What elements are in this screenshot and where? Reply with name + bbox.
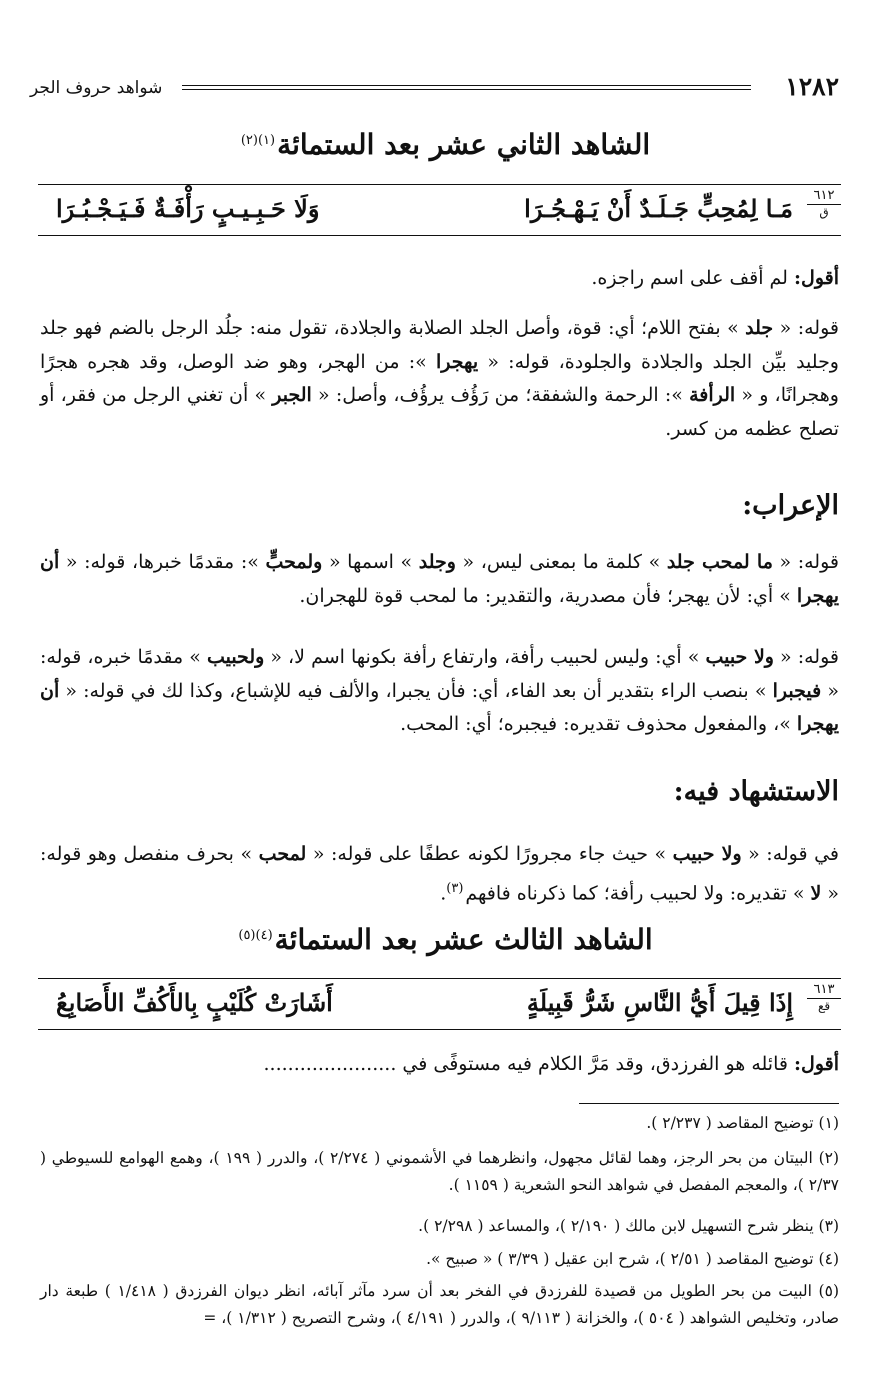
- bold-term: أن يهجرا: [40, 679, 839, 735]
- subheading-istishhad: الاستشهاد فيه:: [673, 776, 839, 807]
- text-run: » أن تغني الرجل من فقر، أو تصلح عظمه من كسر.: [40, 384, 839, 440]
- heading-text: الشاهد الثاني عشر بعد الستمائة: [277, 128, 651, 161]
- text-run: قوله: «: [773, 317, 839, 339]
- running-title: شواهد حروف الجر: [30, 78, 163, 98]
- paragraph-lead: أقول:: [794, 267, 839, 289]
- text-run: » بفتح اللام؛ أي: قوة، وأصل الجلد الصلابة والجلادة، تقول منه: جلُد الرجل بالضم فهو جلد وجليد بيِّن الجلد والجلادة والجلودة، قوله: «: [40, 317, 839, 373]
- verse-meter-mark: ق: [819, 205, 829, 219]
- second-hemistich: أَشَارَتْ كُلَيْبٍ بِالأَكُفِّ الأَصَابِعُ: [56, 988, 333, 1017]
- footnote-marker: (١)(٢): [240, 132, 276, 148]
- bold-term: أن يهجرا: [40, 551, 839, 607]
- section-heading-613: [0, 923, 891, 956]
- running-header: [30, 70, 839, 104]
- text-run: .: [440, 881, 447, 904]
- footnote-marker: (٣): [446, 880, 464, 896]
- verse-number: [807, 189, 841, 219]
- text-run: » مقدمًا خبره، قوله: «: [40, 646, 839, 702]
- footnote-3: (٣) ينظر شرح التسهيل لابن مالك ( ٢/١٩٠ )، والمساعد ( ٢/٢٩٨ ).: [418, 1217, 839, 1235]
- text-run: »: الرحمة والشفقة؛ من رَؤُف يرؤُف، وأصل: «: [311, 384, 690, 406]
- first-hemistich: إِذَا قِيلَ أَيُّ النَّاسِ شَرُّ قَبِيلَةٍ: [526, 988, 793, 1017]
- verse-number-value: ٦١٣: [807, 983, 841, 999]
- section-heading-612: [0, 128, 891, 161]
- bold-term: ولحبيب: [206, 646, 265, 668]
- bold-term: يهجرا: [436, 350, 479, 373]
- text-run: » أي: وليس لحبيب رأفة، وارتفاع رأفة بكونها اسم لا، «: [264, 646, 706, 668]
- bold-term: الرأفة: [689, 384, 736, 406]
- text-run: »، والمفعول محذوف تقديره: فيجبره؛ أي: المحب.: [400, 713, 797, 735]
- paragraph-irab-1: [40, 546, 839, 613]
- bold-term: جلد: [745, 317, 774, 339]
- footnote-5: (٥) البيت من بحر الطويل من قصيدة للفرزدق في الفخر بعد أن سرد مآثر آبائه، انظر ديوان الفرزدق ( ١/٤١٨ ) طبعة دار صادر، وتخليص الشواهد ( ٥٠٤ )، والخزانة ( ٩/١١٣ )، والدرر ( ٤/١٩١ )، وشرح التصريح ( ١/٣١٢ )، =: [40, 1282, 839, 1327]
- second-hemistich: وَلَا حَـبِـيـبٍ رَأْفَـةٌ فَـيَـجْـبُـرَا: [56, 194, 320, 223]
- bold-term: وجلد: [418, 551, 456, 573]
- footnote-1: (١) توضيح المقاصد ( ٢/٢٣٧ ).: [646, 1114, 839, 1132]
- text-run: » أي: لأن يهجر؛ فأن مصدرية، والتقدير: ما لمحب قوة للهجران.: [299, 584, 797, 607]
- paragraph-author-note: [40, 262, 839, 296]
- bold-term: لمحب: [258, 843, 307, 865]
- text-run: في قوله: «: [741, 843, 840, 865]
- text-run: قوله: «: [772, 551, 839, 573]
- verse-box-612: [38, 184, 841, 236]
- footnote-4: (٤) توضيح المقاصد ( ٢/٥١ )، شرح ابن عقيل ( ٣/٣٩ ) « صبيح ».: [426, 1250, 839, 1268]
- text-run: » حيث جاء مجرورًا لكونه عطفًا على قوله: «: [306, 843, 673, 865]
- bold-term: ولا حبيب: [672, 843, 742, 865]
- bold-term: لا: [810, 881, 822, 904]
- text-run: » اسمها «: [322, 551, 419, 573]
- bold-term: فيجبرا: [772, 679, 822, 702]
- text-run: »: مقدمًا خبرها، قوله: «: [59, 551, 266, 573]
- text-run: » تقديره: ولا لحبيب رأفة؛ كما ذكرناه فافهم: [465, 881, 811, 904]
- paragraph-vocabulary: [40, 312, 839, 446]
- paragraph-text: لم أقف على اسم راجزه.: [591, 267, 794, 289]
- paragraph-text: قائله هو الفرزدق، وقد مَرَّ الكلام فيه مستوفًى في: [402, 1053, 794, 1075]
- text-run: »: من الهجر، وهو ضد الوصل، وقد هجره هجرًا وهجرانًا، و «: [40, 350, 839, 406]
- paragraph-author-note-613: [40, 1048, 839, 1082]
- bold-term: ولا حبيب: [705, 646, 774, 668]
- paragraph-irab-2: [40, 641, 839, 742]
- verse-number-value: ٦١٢: [807, 189, 841, 205]
- footnote-marker: (٤)(٥): [238, 927, 273, 943]
- subheading-irab: الإعراب:: [742, 490, 839, 521]
- bold-term: ما لمحب جلد: [666, 551, 773, 573]
- header-double-rule: [182, 85, 751, 90]
- first-hemistich: مَـا لِمُحِبٍّ جَـلَـدٌ أَنْ يَـهْـجُـرَا: [524, 194, 793, 223]
- text-run: » كلمة ما بمعنى ليس، «: [455, 551, 667, 573]
- text-run: » بحرف منفصل وهو قوله: «: [40, 843, 839, 904]
- footnote-2: (٢) البيتان من بحر الرجز، وهما لقائل مجهول، وانظرهما في الأشموني ( ٢/٢٧٤ )، والدرر ( ١٩٩ )، وهمع الهوامع للسيوطي ( ٢/٣٧ )، والمعجم المفصل في شواهد النحو الشعرية ( ١١٥٩ ).: [40, 1149, 840, 1194]
- verse-number: [807, 983, 841, 1013]
- verse-box-613: [38, 978, 841, 1030]
- verse-meter-mark: قع: [817, 999, 831, 1013]
- heading-text: الشاهد الثالث عشر بعد الستمائة: [274, 923, 653, 956]
- bold-term: ولمحبٍّ: [265, 551, 323, 573]
- page-number: ١٢٨٢: [785, 72, 839, 101]
- text-run: قوله: «: [773, 646, 839, 668]
- paragraph-istishhad: [40, 838, 839, 910]
- bold-term: الجبر: [272, 384, 312, 406]
- continuation-dots: ......................: [263, 1053, 403, 1075]
- text-run: » بنصب الراء بتقدير أن بعد الفاء، أي: فأن يجبرا، والألف فيه للإشباع، وكذا لك في قوله: «: [59, 679, 773, 702]
- footnote-separator: [579, 1103, 839, 1104]
- paragraph-lead: أقول:: [794, 1053, 839, 1075]
